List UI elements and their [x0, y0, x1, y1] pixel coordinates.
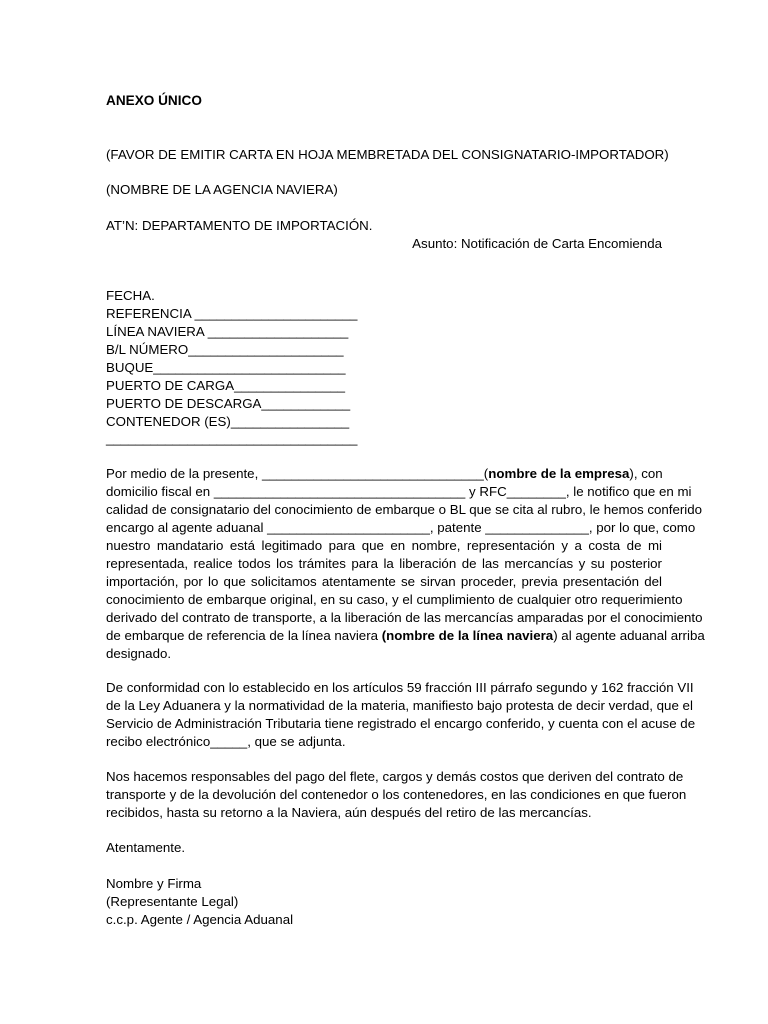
- closing-text: Atentamente.: [106, 840, 186, 855]
- field-linea-naviera: LÍNEA NAVIERA ___________________: [106, 324, 349, 339]
- paragraph-line: conocimiento de embarque original, en su caso, y el cumplimiento de cualquier otro requerimiento: [106, 592, 683, 607]
- paragraph-line: Nos hacemos responsables del pago del flete, cargos y demás costos que deriven del contrato de: [106, 769, 684, 784]
- field-puerto-carga: PUERTO DE CARGA_______________: [106, 378, 345, 393]
- recipient-line: (NOMBRE DE LA AGENCIA NAVIERA): [106, 182, 338, 197]
- subject-line: Asunto: Notificación de Carta Encomienda: [412, 236, 662, 251]
- field-buque: BUQUE__________________________: [106, 360, 346, 375]
- paragraph-line: designado.: [106, 646, 172, 661]
- field-fecha: FECHA.: [106, 288, 155, 303]
- paragraph-line: calidad de consignatario del conocimiento de embarque o BL que se cita al rubro, le hemos conferido: [106, 502, 703, 517]
- signature-role: (Representante Legal): [106, 894, 239, 909]
- field-bl-numero: B/L NÚMERO_____________________: [106, 342, 344, 357]
- paragraph-line: domicilio fiscal en __________________________________ y RFC________, le notifico que en mi: [106, 484, 692, 499]
- field-blank-line: __________________________________: [106, 431, 358, 446]
- paragraph-responsibility: [106, 768, 687, 822]
- paragraph-line: transporte y de la devolución del contenedor o los contenedores, en las condiciones en que fueron: [106, 787, 687, 802]
- paragraph-notification: [106, 465, 705, 663]
- field-puerto-descarga: PUERTO DE DESCARGA____________: [106, 396, 351, 411]
- paragraph-line: de la Ley Aduanera y la normatividad de la materia, manifiesto bajo protesta de decir verdad, que el: [106, 698, 693, 713]
- document-title: ANEXO ÚNICO: [106, 93, 202, 108]
- paragraph-line: recibidos, hasta su retorno a la Naviera, aún después del retiro de las mercancías.: [106, 805, 592, 820]
- paragraph-line: Por medio de la presente, ______________________________(nombre de la empresa), con: [106, 466, 663, 481]
- attention-line: AT’N: DEPARTAMENTO DE IMPORTACIÓN.: [106, 218, 373, 233]
- paragraph-line: recibo electrónico_____, que se adjunta.: [106, 734, 346, 749]
- shipping-line-placeholder: (nombre de la línea naviera: [381, 628, 554, 643]
- paragraph-line: De conformidad con lo establecido en los artículos 59 fracción III párrafo segundo y 162 fracción VII: [106, 680, 694, 695]
- instruction-note: (FAVOR DE EMITIR CARTA EN HOJA MEMBRETADA DEL CONSIGNATARIO-IMPORTADOR): [106, 147, 669, 162]
- paragraph-line: representada, realice todos los trámites para la liberación de las mercancías y su posterior: [106, 556, 662, 571]
- paragraph-line: de embarque de referencia de la línea naviera (nombre de la línea naviera) al agente aduanal arriba: [106, 628, 705, 643]
- paragraph-line: importación, por lo que solicitamos atentamente se sirvan proceder, previa presentación del: [106, 574, 662, 589]
- paragraph-line: nuestro mandatario está legitimado para que en nombre, representación y a costa de mi: [106, 538, 662, 553]
- field-contenedores: CONTENEDOR (ES)________________: [106, 414, 350, 429]
- paragraph-line: encargo al agente aduanal ______________________, patente ______________, por lo que, como: [106, 520, 696, 535]
- signature-name: Nombre y Firma: [106, 876, 202, 891]
- company-name-placeholder: nombre de la empresa: [488, 466, 630, 481]
- paragraph-line: Servicio de Administración Tributaria tiene registrado el encargo conferido, y cuenta con el acuse de: [106, 716, 696, 731]
- copy-to: c.c.p. Agente / Agencia Aduanal: [106, 912, 294, 927]
- field-referencia: REFERENCIA ______________________: [106, 306, 358, 321]
- paragraph-legal-basis: [106, 679, 696, 751]
- paragraph-line: derivado del contrato de transporte, a la liberación de las mercancías amparadas por el conocimiento: [106, 610, 703, 625]
